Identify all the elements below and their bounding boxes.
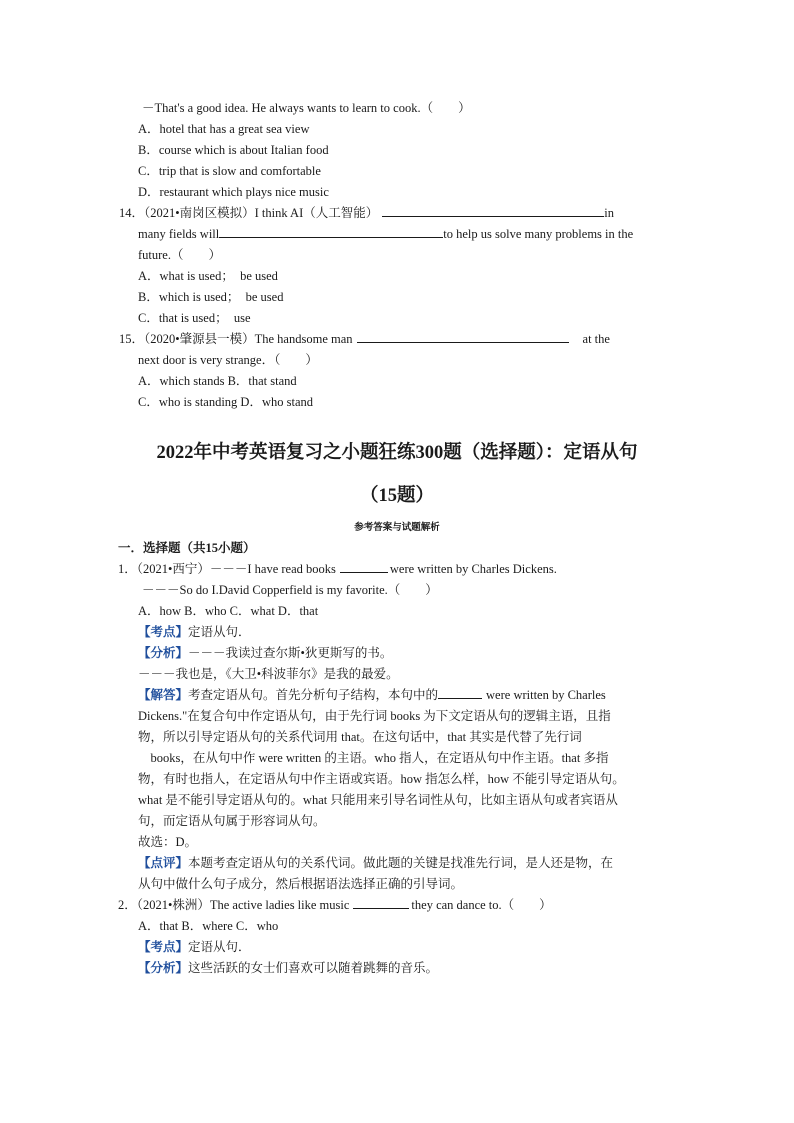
q13-option-c: C．trip that is slow and comfortable	[138, 164, 321, 178]
q14-line3: future.（ ）	[138, 248, 221, 262]
q13-option-a: A．hotel that has a great sea view	[138, 122, 310, 136]
fenxi-text: －－－我读过查尔斯•狄更斯写的书。	[188, 646, 393, 660]
q15-options-cd: C．who is standing D．who stand	[138, 395, 314, 409]
q15-line1-text: 15．（2020•肇源县一模）The handsome man	[119, 332, 353, 346]
q14-option-a: A．what is used； be used	[138, 269, 278, 283]
fenxi-tag: 【分析】	[138, 646, 189, 660]
q14-line2-text: many fields will	[138, 227, 220, 241]
page-subtitle: 参考答案与试题解析	[354, 523, 440, 533]
q15-line1	[119, 330, 610, 348]
a2-options: A．that B．where C．who	[138, 919, 279, 933]
q15-line1-tail: at the	[582, 332, 610, 346]
a1-line1-tail: were written by Charles Dickens.	[389, 562, 557, 576]
q14-option-b: B．which is used； be used	[138, 290, 284, 304]
a1-dianping-line2: 从句中做什么句子成分，然后根据语法选择正确的引导词。	[138, 877, 464, 891]
answer-blank	[353, 896, 409, 909]
answer-blank	[340, 560, 388, 573]
dianping-tag: 【点评】	[138, 856, 189, 870]
fenxi-tag: 【分析】	[138, 961, 189, 975]
a1-jieda-line2: Dickens."在复合句中作定语从句，由于先行词 books 为下文定语从句的逻辑主语，且指	[138, 709, 611, 723]
a2-line1-tail: they can dance to.（ ）	[411, 898, 552, 912]
a1-jieda-line7: 句，而定语从句属于形容词从句。	[138, 814, 326, 828]
a1-jieda-line4: books，在从句中作 were written 的主语。who 指人，在定语从句中作主语。that 多指	[138, 751, 609, 765]
jieda-text: 考查定语从句。首先分析句子结构，本句中的	[188, 688, 439, 702]
a1-kaodian	[138, 623, 251, 641]
a2-fenxi	[138, 959, 438, 977]
page-title: 2022年中考英语复习之小题狂练300题（选择题）：定语从句	[156, 443, 638, 463]
a2-line1-text: 2．（2021•株洲）The active ladies like music	[118, 898, 350, 912]
q14-line2	[138, 225, 633, 243]
q14-option-c: C．that is used； use	[138, 311, 251, 325]
a2-line1	[118, 896, 552, 914]
q14-line1-text: 14．（2021•南岗区模拟）I think AI（人工智能）	[119, 206, 379, 220]
a1-jieda-line3: 物，所以引导定语从句的关系代词用 that。在这句话中，that 其实是代替了先行词	[138, 730, 582, 744]
section-heading: 一．选择题（共15小题）	[118, 541, 256, 555]
a1-fenxi	[138, 644, 392, 662]
a1-jieda	[138, 686, 606, 704]
q13-option-b: B．course which is about Italian food	[138, 143, 329, 157]
answer-blank	[382, 204, 604, 217]
kaodian-tag: 【考点】	[138, 940, 189, 954]
answer-blank	[438, 686, 482, 699]
jieda-tag: 【解答】	[138, 688, 189, 702]
page-title-count: （15题）	[359, 486, 434, 506]
dianping-text: 本题考查定语从句的关系代词。做此题的关键是找准先行词，是人还是物，在	[188, 856, 614, 870]
q14-line1	[119, 204, 614, 222]
q14-line1-tail: in	[604, 206, 614, 220]
q15-line2: next door is very strange．（ ）	[138, 353, 318, 367]
q13-option-d: D．restaurant which plays nice music	[138, 185, 329, 199]
a1-line2: －－－So do I.David Copperfield is my favorite.（ ）	[142, 583, 438, 597]
a1-options: A．how B．who C．what D．that	[138, 604, 319, 618]
kaodian-text: 定语从句．	[188, 625, 251, 639]
a2-kaodian	[138, 938, 251, 956]
q14-line2-tail: to help us solve many problems in the	[443, 227, 634, 241]
q13-stem: －That's a good idea. He always wants to learn to cook.（ ）	[142, 101, 471, 115]
kaodian-text: 定语从句．	[188, 940, 251, 954]
a1-fenxi-line2: －－－我也是，《大卫•科波菲尔》是我的最爱。	[138, 667, 399, 681]
a1-line1	[118, 560, 557, 578]
a1-line1-text: 1．（2021•西宁）－－－I have read books	[118, 562, 336, 576]
answer-blank	[219, 225, 443, 238]
q15-options-ab: A．which stands B．that stand	[138, 374, 297, 388]
fenxi-text: 这些活跃的女士们喜欢可以随着跳舞的音乐。	[188, 961, 439, 975]
a1-dianping	[138, 854, 613, 872]
jieda-tail: were written by Charles	[486, 688, 606, 702]
kaodian-tag: 【考点】	[138, 625, 189, 639]
answer-blank	[357, 330, 569, 343]
a1-jieda-line5: 物，有时也指人，在定语从句中作主语或宾语。how 指怎么样，how 不能引导定语从句。	[138, 772, 625, 786]
a1-answer: 故选：D。	[138, 835, 198, 849]
a1-jieda-line6: what 是不能引导定语从句的。what 只能用来引导名词性从句，比如主语从句或者宾语从	[138, 793, 618, 807]
